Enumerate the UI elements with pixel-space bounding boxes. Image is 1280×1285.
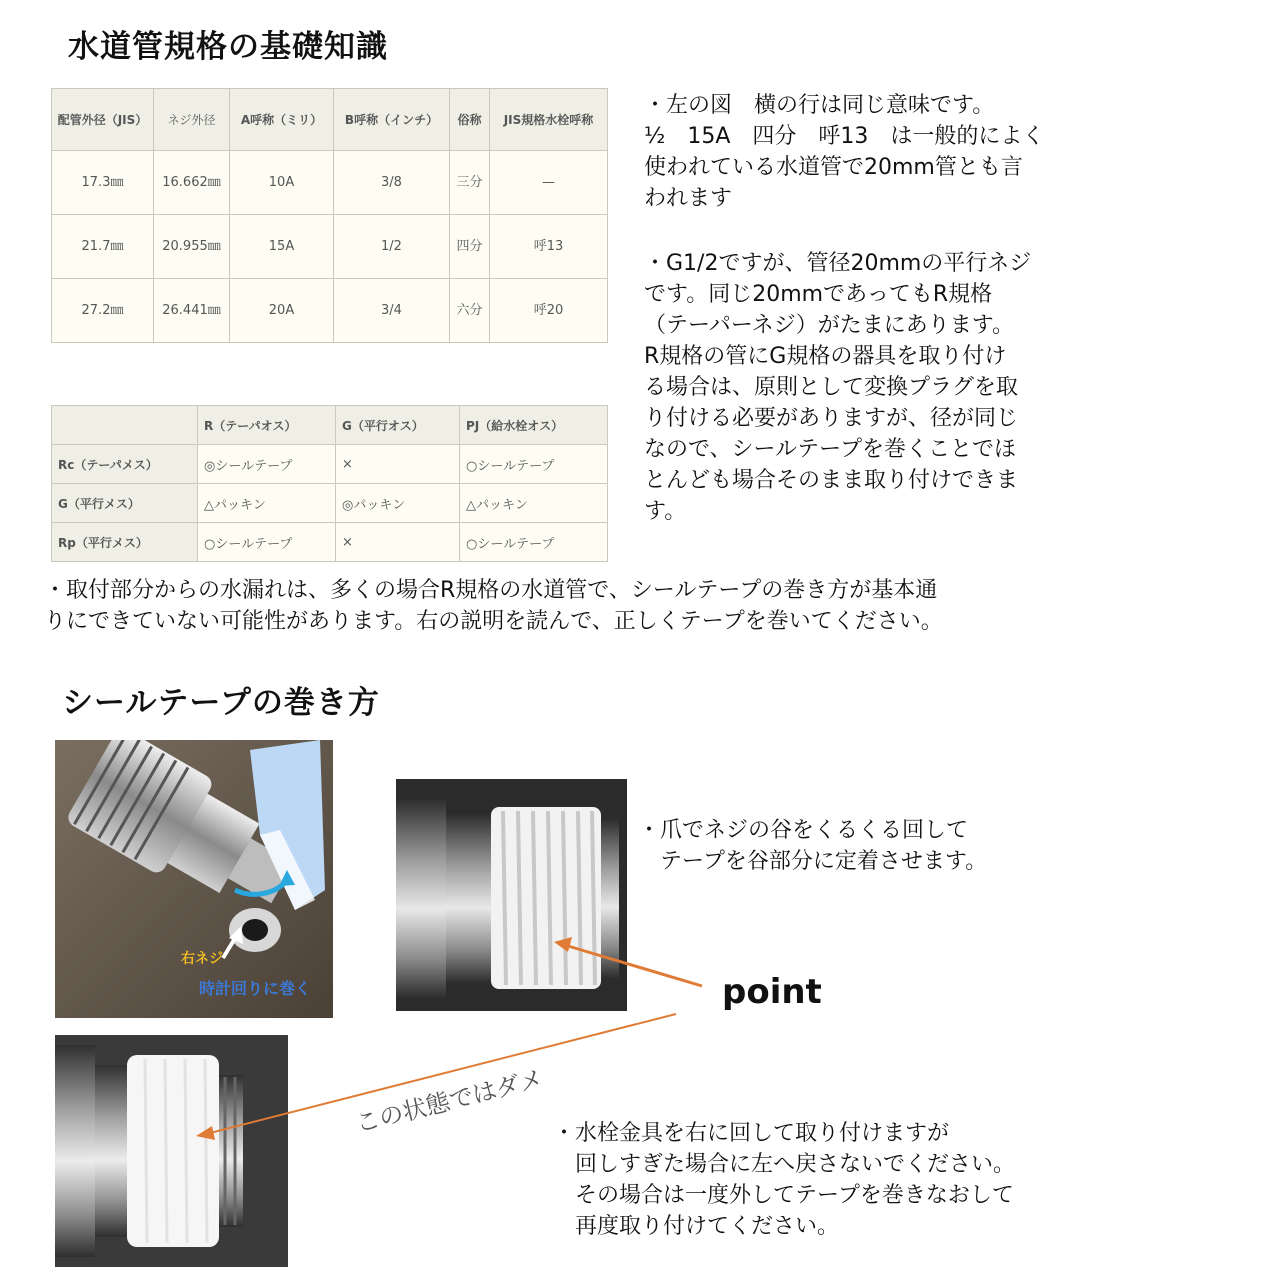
row-header: Rp（平行メス）: [52, 523, 198, 562]
note-g-thread: ・G1/2ですが、管径20mmの平行ネジ です。同じ20mmであってもR規格 （テーパーネジ）がたまにあります。 R規格の管にG規格の器具を取り付け る場合は、原則として変換プラグを取 り付ける必要がありますが、径が同じ なので、シールテープを巻くことでほ とんども場合そのまま取り付けできま す。: [644, 251, 1032, 524]
label-right-thread: 右ネジ: [181, 951, 223, 967]
table-cell: ◎パッキン: [336, 484, 460, 523]
note-leak: ・取付部分からの水漏れは、多くの場合R規格の水道管で、シールテープの巻き方が基本通 りにできていない可能性があります。右の説明を読んで、正しくテープを巻いてください。: [44, 578, 943, 634]
table-cell: 3/4: [334, 279, 450, 343]
section-title-pipe-standards: 水道管規格の基礎知識: [68, 29, 388, 65]
table-cell: —: [490, 151, 608, 215]
row-header: Rc（テーパメス）: [52, 445, 198, 484]
table-cell: 17.3㎜: [52, 151, 154, 215]
table-cell: 21.7㎜: [52, 215, 154, 279]
table-cell: 六分: [450, 279, 490, 343]
table-header: PJ（給水栓オス）: [460, 406, 608, 445]
table-header: JIS規格水栓呼称: [490, 89, 608, 151]
row-header: G（平行メス）: [52, 484, 198, 523]
table-cell: 20.955㎜: [154, 215, 230, 279]
arrow-head-icon: [554, 937, 572, 952]
bad-state-label: この状態ではダメ: [352, 1064, 547, 1139]
table-cell: △パッキン: [198, 484, 336, 523]
tip-tighten: ・水栓金具を右に回して取り付けますが 回しすぎた場合に左へ戻さないでください。 その場合は一度外してテープを巻きなおして 再度取り付けてください。: [553, 1121, 1016, 1239]
table-header: A呼称（ミリ）: [230, 89, 334, 151]
table-cell: ◎シールテープ: [198, 445, 336, 484]
table-cell: 呼13: [490, 215, 608, 279]
table-header: B呼称（インチ）: [334, 89, 450, 151]
tip-nail: ・爪でネジの谷をくるくる回して テープを谷部分に定着させます。: [638, 818, 988, 874]
table-cell: 27.2㎜: [52, 279, 154, 343]
point-label: point: [722, 972, 822, 1012]
table-cell: 呼20: [490, 279, 608, 343]
table-cell: 15A: [230, 215, 334, 279]
table-cell: ○シールテープ: [460, 445, 608, 484]
table-cell: 三分: [450, 151, 490, 215]
table-header: 配管外径（JIS）: [52, 89, 154, 151]
table-cell: 20A: [230, 279, 334, 343]
table-cell: 10A: [230, 151, 334, 215]
table-cell: △パッキン: [460, 484, 608, 523]
table-cell: 16.662㎜: [154, 151, 230, 215]
table-header: R（テーパオス）: [198, 406, 336, 445]
table-cell: 1/2: [334, 215, 450, 279]
section-title-seal-tape: シールテープの巻き方: [62, 685, 380, 721]
table-cell: 26.441㎜: [154, 279, 230, 343]
note-table-explanation: ・左の図 横の行は同じ意味です。 ½ 15A 四分 呼13 は一般的によく 使われている水道管で20mm管とも言 われます: [644, 93, 1045, 211]
table-cell: ○シールテープ: [198, 523, 336, 562]
table-header: 俗称: [450, 89, 490, 151]
arrow-head-icon: [196, 1126, 215, 1140]
table-header: G（平行オス）: [336, 406, 460, 445]
label-clockwise: 時計回りに巻く: [199, 979, 312, 998]
table-cell: ×: [336, 445, 460, 484]
table-cell: ×: [336, 523, 460, 562]
table-cell: 3/8: [334, 151, 450, 215]
table-header: ネジ外径: [154, 89, 230, 151]
arrow-to-good-wrap: [568, 946, 702, 986]
table-cell: ○シールテープ: [460, 523, 608, 562]
table-cell: 四分: [450, 215, 490, 279]
